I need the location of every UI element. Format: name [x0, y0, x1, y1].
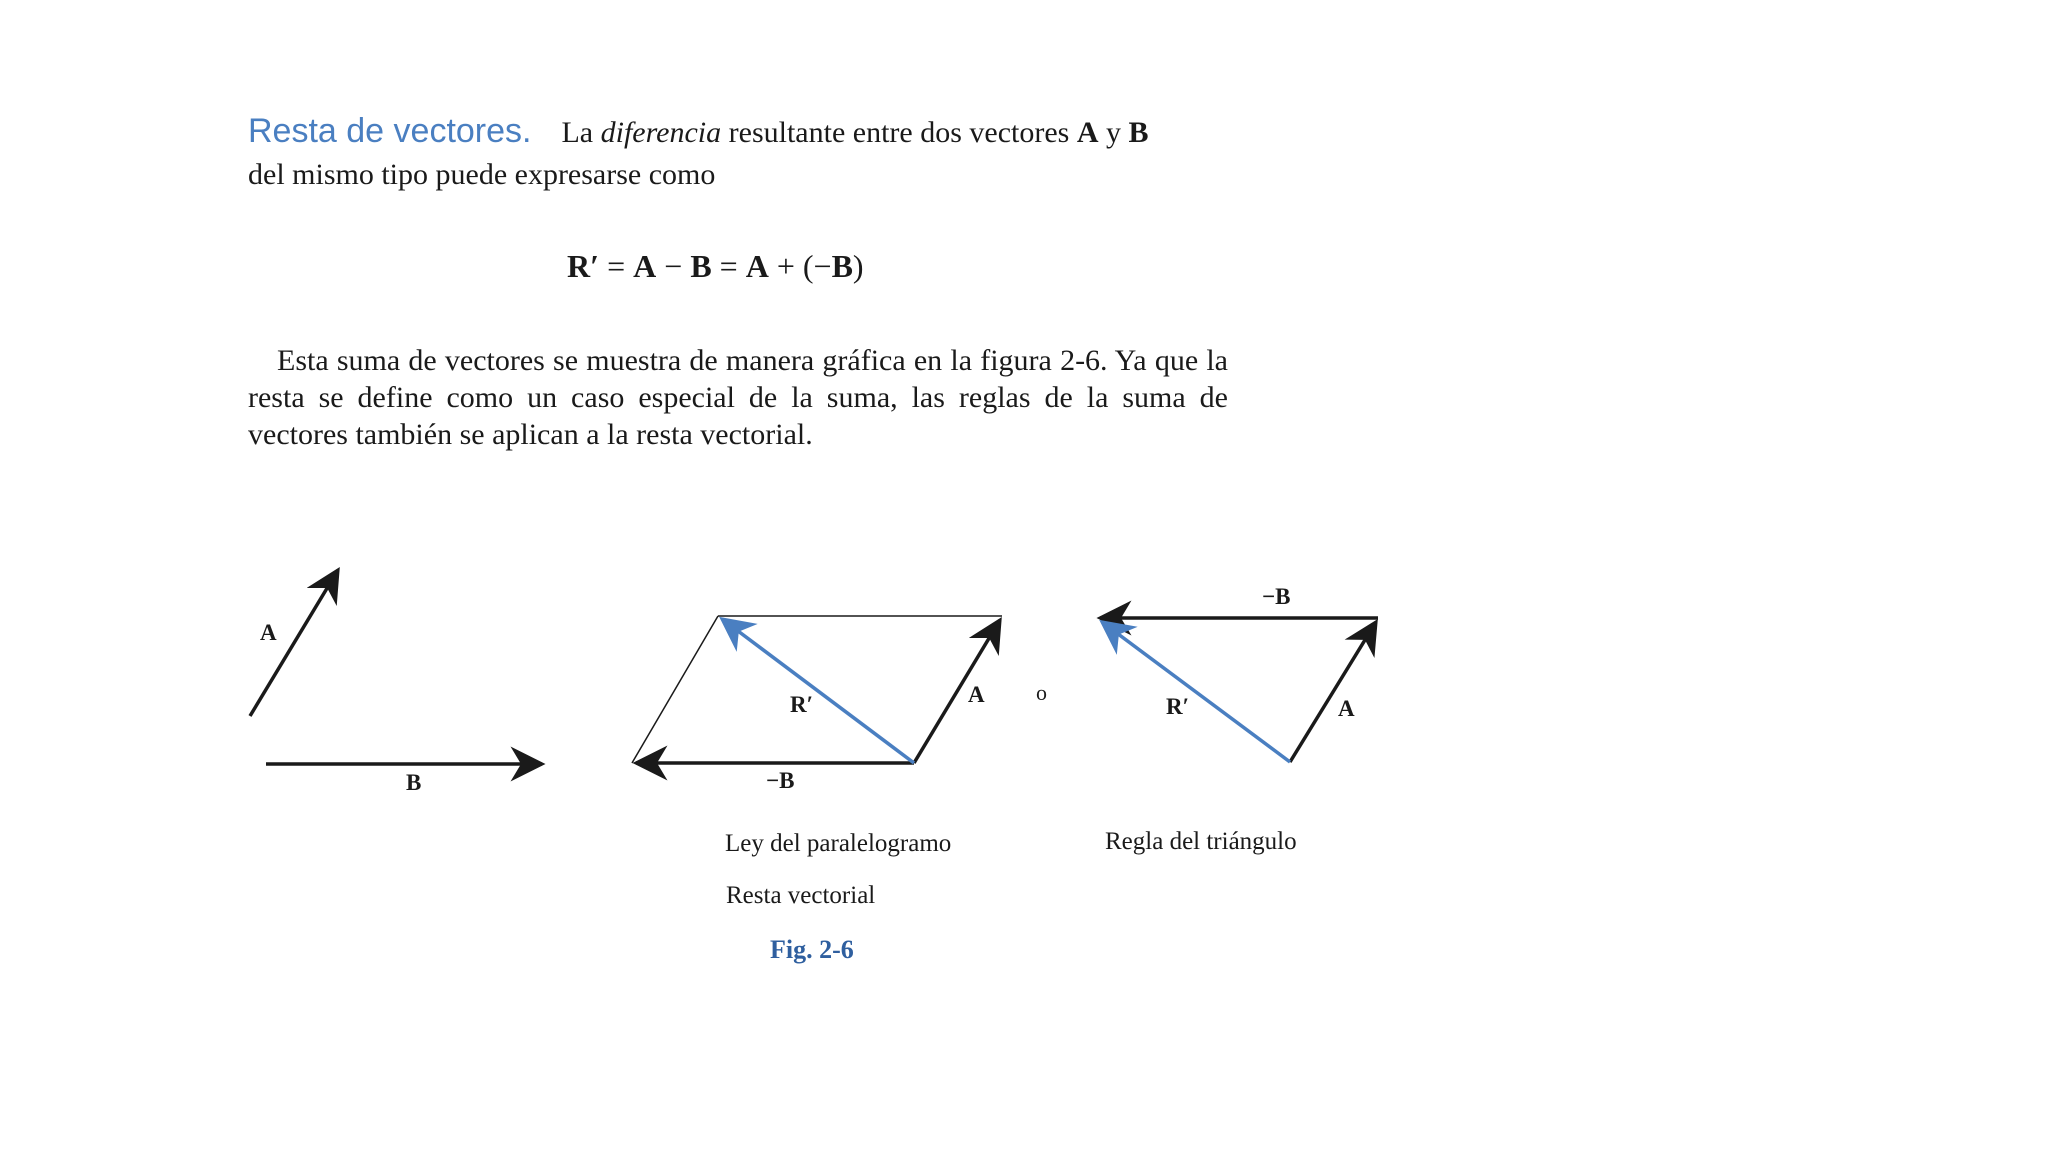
vector-b-label: B [406, 770, 422, 795]
vector-a-label: A [260, 620, 277, 645]
intro-line-2: del mismo tipo puede expresarse como [248, 158, 716, 191]
triangle-neg-b-label: −B [1262, 584, 1291, 609]
intro-italic: diferencia [600, 116, 722, 149]
parallelogram-neg-b-label: −B [766, 768, 795, 793]
intro-text-b: resultante entre dos vectores [721, 116, 1077, 149]
parallelogram-a-label: A [968, 682, 985, 707]
caption-subtitle: Resta vectorial [726, 882, 876, 909]
intro-text-a: La [561, 116, 601, 149]
parallelogram-resultant-arrow [722, 619, 914, 763]
figure-number: Fig. 2-6 [770, 935, 854, 964]
triangle-a-label: A [1338, 696, 1355, 721]
body-paragraph: Esta suma de vectores se muestra de manera gráfica en la figura 2-6. Ya que la resta se define como un caso especial de la suma, las reglas de la suma de vectores también se aplican a la resta vectorial. [248, 344, 1228, 451]
conjunction: y [1098, 116, 1129, 149]
section-title: Resta de vectores. [248, 112, 532, 150]
triangle-resultant-arrow [1102, 622, 1290, 762]
or-separator: o [1036, 680, 1047, 705]
parallelogram-a-arrow [914, 620, 1000, 763]
caption-parallelogram: Ley del paralelogramo [725, 830, 952, 857]
caption-triangle: Regla del triángulo [1105, 828, 1297, 855]
triangle-r-label: R′ [1166, 694, 1190, 719]
parallelogram-left-edge [632, 616, 718, 763]
triangle-a-arrow [1290, 622, 1376, 762]
parallelogram-r-label: R′ [790, 692, 814, 717]
vector-b-symbol: B [1128, 116, 1149, 149]
vector-a-symbol: A [1076, 116, 1099, 149]
equation: R′ = A − B = A + (−B) [567, 248, 864, 284]
